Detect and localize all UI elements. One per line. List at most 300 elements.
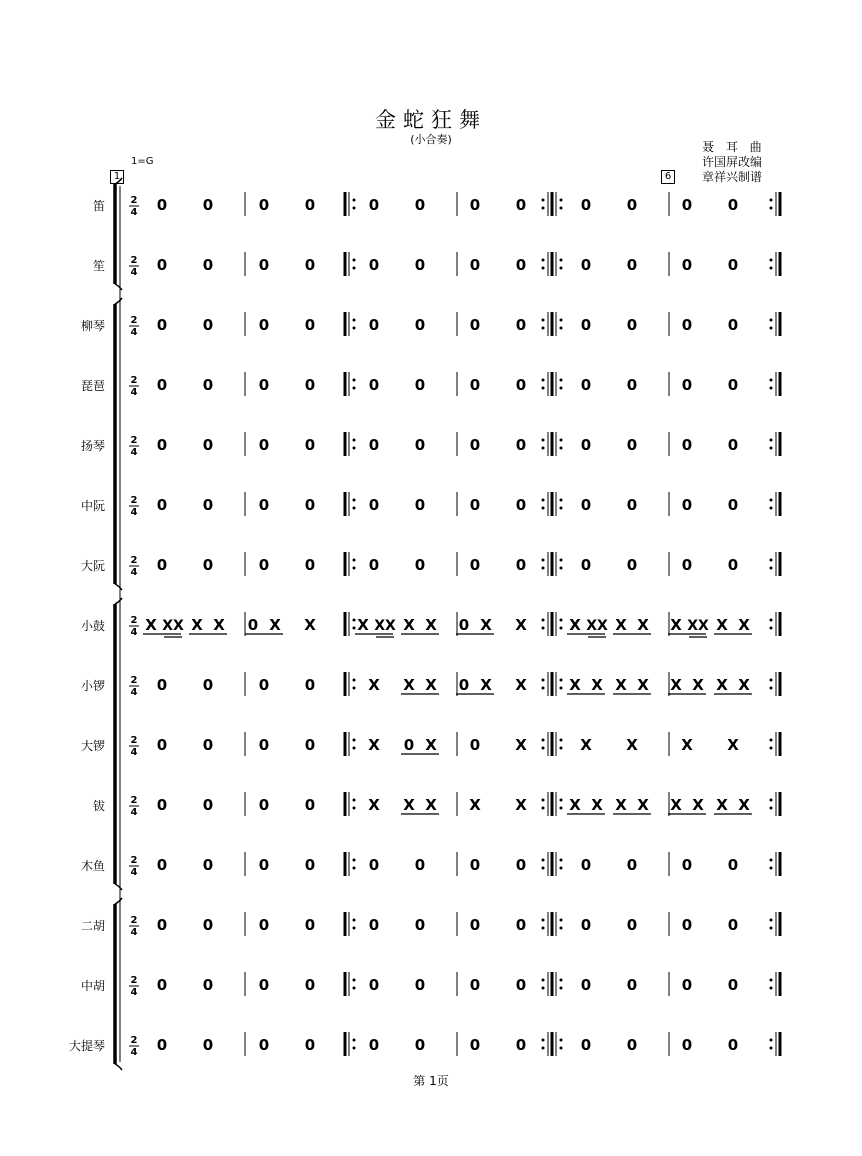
note: X (269, 616, 281, 634)
instrument-name: 钹 (92, 799, 105, 813)
note: 0 (727, 436, 739, 454)
note: 0 (202, 976, 214, 994)
repeat-dot (560, 319, 563, 322)
note: 0 (368, 556, 380, 574)
note: 0 (414, 376, 426, 394)
page-number: 第 1页 (413, 1074, 449, 1088)
repeat-dot (353, 979, 356, 982)
note: 0 (681, 496, 693, 514)
note: 0 (202, 556, 214, 574)
note: X (357, 616, 369, 634)
note: X (670, 616, 682, 634)
note: 0 (414, 556, 426, 574)
repeat-dot (560, 327, 563, 330)
bracket-hook-bottom (115, 284, 122, 290)
repeat-dot (542, 439, 545, 442)
repeat-dot (770, 1039, 773, 1042)
instrument-name: 琵琶 (80, 379, 105, 393)
note: 0 (258, 316, 270, 334)
repeat-dot (353, 259, 356, 262)
repeat-dot (770, 259, 773, 262)
repeat-dot (542, 379, 545, 382)
note: 0 (156, 256, 168, 274)
note: X (738, 616, 750, 634)
note: X (425, 676, 437, 694)
note: 0 (469, 1036, 481, 1054)
note: X (191, 616, 203, 634)
note: 0 (515, 556, 527, 574)
bracket-hook-bottom (115, 1064, 122, 1070)
note: 0 (304, 316, 316, 334)
note: X (670, 676, 682, 694)
repeat-dot (770, 207, 773, 210)
note: XX (586, 618, 608, 634)
repeat-dot (353, 919, 356, 922)
note: 0 (469, 196, 481, 214)
note: X (515, 736, 527, 754)
note: 0 (626, 976, 638, 994)
note: 0 (727, 856, 739, 874)
time-signature-bottom: 4 (130, 387, 138, 398)
note: 0 (580, 976, 592, 994)
note: X (580, 736, 592, 754)
repeat-dot (770, 267, 773, 270)
repeat-dot (770, 807, 773, 810)
note: 0 (156, 1036, 168, 1054)
note: 0 (156, 916, 168, 934)
note: 0 (258, 736, 270, 754)
note: X (368, 736, 380, 754)
note: X (480, 616, 492, 634)
note: 0 (414, 496, 426, 514)
note: XX (162, 618, 184, 634)
note: 0 (304, 796, 316, 814)
note: 0 (681, 196, 693, 214)
note: X (368, 676, 380, 694)
time-signature-top: 2 (130, 675, 138, 686)
repeat-dot (770, 199, 773, 202)
note: 0 (414, 1036, 426, 1054)
repeat-dot (353, 799, 356, 802)
note: X (670, 796, 682, 814)
repeat-dot (560, 1047, 563, 1050)
repeat-dot (560, 627, 563, 630)
time-signature-bottom: 4 (130, 567, 138, 578)
note: X (738, 796, 750, 814)
note: 0 (258, 196, 270, 214)
repeat-dot (560, 499, 563, 502)
repeat-dot (560, 619, 563, 622)
note: 0 (626, 1036, 638, 1054)
repeat-dot (542, 859, 545, 862)
note: X (569, 796, 581, 814)
time-signature-bottom: 4 (130, 867, 138, 878)
note: 0 (458, 616, 470, 634)
repeat-dot (542, 1047, 545, 1050)
note: 0 (580, 376, 592, 394)
time-signature-bottom: 4 (130, 687, 138, 698)
note: 0 (156, 316, 168, 334)
repeat-dot (353, 267, 356, 270)
time-signature-bottom: 4 (130, 987, 138, 998)
repeat-dot (353, 199, 356, 202)
note: X (368, 796, 380, 814)
note: 0 (681, 436, 693, 454)
rehearsal-mark-6: 6 (661, 170, 675, 184)
note: X (591, 796, 603, 814)
note: X (515, 676, 527, 694)
instrument-name: 大阮 (80, 559, 105, 573)
repeat-dot (353, 927, 356, 930)
note: X (480, 676, 492, 694)
repeat-dot (542, 927, 545, 930)
note: 0 (414, 916, 426, 934)
note: 0 (515, 856, 527, 874)
repeat-dot (770, 927, 773, 930)
note: X (304, 616, 316, 634)
note: 0 (469, 316, 481, 334)
rehearsal-mark-1: 1 (110, 170, 124, 184)
repeat-dot (770, 447, 773, 450)
note: 0 (258, 856, 270, 874)
note: 0 (626, 376, 638, 394)
note: 0 (368, 256, 380, 274)
note: 0 (414, 256, 426, 274)
note: 0 (469, 496, 481, 514)
bracket-hook-top (115, 898, 122, 904)
note: 0 (727, 196, 739, 214)
time-signature-bottom: 4 (130, 447, 138, 458)
repeat-dot (560, 679, 563, 682)
note: 0 (304, 196, 316, 214)
note: 0 (156, 496, 168, 514)
repeat-dot (353, 207, 356, 210)
repeat-dot (542, 1039, 545, 1042)
repeat-dot (560, 747, 563, 750)
arranger-credit: 许国屏改编 (702, 155, 763, 169)
note: 0 (304, 1036, 316, 1054)
note: 0 (156, 976, 168, 994)
repeat-dot (560, 687, 563, 690)
note: X (626, 736, 638, 754)
note: X (615, 616, 627, 634)
note: 0 (156, 556, 168, 574)
note: 0 (368, 1036, 380, 1054)
instrument-name: 小鼓 (80, 619, 105, 633)
note: 0 (304, 736, 316, 754)
repeat-dot (353, 859, 356, 862)
note: 0 (304, 556, 316, 574)
time-signature-bottom: 4 (130, 207, 138, 218)
repeat-dot (560, 807, 563, 810)
repeat-dot (560, 987, 563, 990)
repeat-dot (770, 499, 773, 502)
note: 0 (258, 1036, 270, 1054)
note: 0 (202, 676, 214, 694)
repeat-dot (353, 559, 356, 562)
time-signature-bottom: 4 (130, 627, 138, 638)
repeat-dot (560, 867, 563, 870)
repeat-dot (542, 199, 545, 202)
repeat-dot (353, 507, 356, 510)
repeat-dot (542, 867, 545, 870)
note: 0 (515, 976, 527, 994)
time-signature-top: 2 (130, 555, 138, 566)
repeat-dot (560, 739, 563, 742)
note: 0 (681, 556, 693, 574)
note: 0 (580, 1036, 592, 1054)
note: 0 (156, 736, 168, 754)
repeat-dot (353, 499, 356, 502)
time-signature-top: 2 (130, 435, 138, 446)
note: 0 (580, 436, 592, 454)
repeat-dot (542, 979, 545, 982)
note: X (716, 796, 728, 814)
repeat-dot (353, 627, 356, 630)
time-signature-bottom: 4 (130, 1047, 138, 1058)
note: 0 (626, 856, 638, 874)
note: 0 (469, 736, 481, 754)
repeat-dot (353, 739, 356, 742)
repeat-dot (542, 267, 545, 270)
note: X (615, 796, 627, 814)
note: X (716, 676, 728, 694)
note: 0 (304, 916, 316, 934)
note: 0 (368, 856, 380, 874)
note: 0 (156, 856, 168, 874)
note: 0 (202, 916, 214, 934)
note: 0 (304, 436, 316, 454)
note: X (692, 796, 704, 814)
note: X (515, 616, 527, 634)
note: 0 (681, 1036, 693, 1054)
repeat-dot (542, 387, 545, 390)
instrument-name: 柳琴 (80, 319, 105, 333)
repeat-dot (560, 439, 563, 442)
note: 0 (156, 676, 168, 694)
time-signature-top: 2 (130, 855, 138, 866)
note: 0 (626, 256, 638, 274)
note: 0 (515, 436, 527, 454)
note: 0 (156, 796, 168, 814)
note: 0 (202, 856, 214, 874)
repeat-dot (560, 447, 563, 450)
note: 0 (515, 196, 527, 214)
note: 0 (626, 316, 638, 334)
repeat-dot (542, 919, 545, 922)
note: 0 (368, 376, 380, 394)
note: 0 (681, 376, 693, 394)
note: 0 (368, 496, 380, 514)
note: 0 (258, 376, 270, 394)
note: 0 (458, 676, 470, 694)
note: 0 (626, 556, 638, 574)
note: 0 (156, 376, 168, 394)
repeat-dot (770, 979, 773, 982)
repeat-dot (770, 619, 773, 622)
repeat-dot (542, 687, 545, 690)
repeat-dot (542, 619, 545, 622)
note: 0 (515, 256, 527, 274)
note: 0 (515, 916, 527, 934)
note: 0 (156, 436, 168, 454)
note: 0 (681, 256, 693, 274)
repeat-dot (770, 319, 773, 322)
time-signature-top: 2 (130, 795, 138, 806)
repeat-dot (560, 387, 563, 390)
time-signature-top: 2 (130, 615, 138, 626)
repeat-dot (542, 679, 545, 682)
instrument-name: 笛 (92, 199, 105, 213)
repeat-dot (560, 259, 563, 262)
repeat-dot (770, 919, 773, 922)
instrument-name: 中胡 (80, 979, 105, 993)
note: 0 (202, 316, 214, 334)
repeat-dot (770, 687, 773, 690)
time-signature-bottom: 4 (130, 927, 138, 938)
note: X (145, 616, 157, 634)
note: 0 (727, 916, 739, 934)
note: 0 (258, 496, 270, 514)
repeat-dot (560, 919, 563, 922)
repeat-dot (560, 859, 563, 862)
repeat-dot (770, 799, 773, 802)
time-signature-top: 2 (130, 315, 138, 326)
repeat-dot (353, 379, 356, 382)
repeat-dot (770, 627, 773, 630)
note: 0 (515, 1036, 527, 1054)
note: 0 (469, 976, 481, 994)
note: X (637, 796, 649, 814)
repeat-dot (770, 387, 773, 390)
note: 0 (202, 1036, 214, 1054)
repeat-dot (542, 807, 545, 810)
repeat-dot (542, 987, 545, 990)
note: X (425, 796, 437, 814)
note: 0 (580, 196, 592, 214)
repeat-dot (542, 259, 545, 262)
instrument-name: 大提琴 (68, 1039, 105, 1053)
note: 0 (247, 616, 259, 634)
instrument-name: 笙 (92, 259, 105, 273)
instrument-name: 二胡 (80, 919, 105, 933)
note: 0 (368, 316, 380, 334)
time-signature-bottom: 4 (130, 507, 138, 518)
note: 0 (304, 676, 316, 694)
note: 0 (414, 976, 426, 994)
note: X (425, 736, 437, 754)
time-signature-top: 2 (130, 255, 138, 266)
note: 0 (414, 436, 426, 454)
note: 0 (626, 436, 638, 454)
repeat-dot (560, 507, 563, 510)
engraver-credit: 章祥兴制谱 (702, 170, 763, 184)
repeat-dot (353, 1039, 356, 1042)
note: 0 (515, 316, 527, 334)
note: X (213, 616, 225, 634)
repeat-dot (770, 559, 773, 562)
instrument-name: 大锣 (80, 739, 105, 753)
note: 0 (368, 196, 380, 214)
note: 0 (469, 916, 481, 934)
repeat-dot (542, 799, 545, 802)
repeat-dot (770, 439, 773, 442)
note: 0 (258, 556, 270, 574)
note: 0 (202, 436, 214, 454)
note: 0 (304, 856, 316, 874)
note: 0 (258, 676, 270, 694)
instrument-name: 木鱼 (80, 859, 105, 873)
repeat-dot (542, 207, 545, 210)
note: 0 (469, 376, 481, 394)
note: 0 (580, 916, 592, 934)
note: 0 (202, 736, 214, 754)
score-subtitle: (小合奏) (410, 133, 452, 146)
repeat-dot (542, 319, 545, 322)
repeat-dot (770, 867, 773, 870)
note: 0 (727, 496, 739, 514)
note: 0 (681, 916, 693, 934)
note: 0 (580, 856, 592, 874)
note: 0 (580, 256, 592, 274)
repeat-dot (542, 627, 545, 630)
bracket-hook-top (115, 178, 122, 184)
note: 0 (727, 316, 739, 334)
repeat-dot (560, 927, 563, 930)
repeat-dot (560, 267, 563, 270)
bracket-hook-bottom (115, 884, 122, 890)
time-signature-bottom: 4 (130, 747, 138, 758)
repeat-dot (353, 447, 356, 450)
note: 0 (258, 436, 270, 454)
repeat-dot (353, 867, 356, 870)
instrument-name: 小锣 (80, 679, 105, 693)
repeat-dot (542, 499, 545, 502)
note: XX (374, 618, 396, 634)
note: X (569, 676, 581, 694)
repeat-dot (770, 379, 773, 382)
note: 0 (258, 256, 270, 274)
repeat-dot (353, 439, 356, 442)
repeat-dot (353, 387, 356, 390)
repeat-dot (770, 1047, 773, 1050)
repeat-dot (542, 327, 545, 330)
note: X (403, 616, 415, 634)
note: 0 (202, 376, 214, 394)
note: 0 (469, 856, 481, 874)
note: 0 (258, 796, 270, 814)
time-signature-top: 2 (130, 915, 138, 926)
composer-credit: 聂 耳 曲 (702, 140, 766, 154)
time-signature-top: 2 (130, 735, 138, 746)
note: 0 (403, 736, 415, 754)
note: 0 (414, 316, 426, 334)
note: 0 (580, 556, 592, 574)
repeat-dot (542, 567, 545, 570)
repeat-dot (353, 687, 356, 690)
repeat-dot (542, 507, 545, 510)
time-signature-bottom: 4 (130, 327, 138, 338)
note: 0 (626, 196, 638, 214)
note: 0 (202, 496, 214, 514)
score-title: 金蛇狂舞 (375, 108, 487, 132)
repeat-dot (542, 739, 545, 742)
note: X (403, 676, 415, 694)
repeat-dot (353, 679, 356, 682)
repeat-dot (353, 747, 356, 750)
repeat-dot (353, 807, 356, 810)
note: 0 (469, 256, 481, 274)
